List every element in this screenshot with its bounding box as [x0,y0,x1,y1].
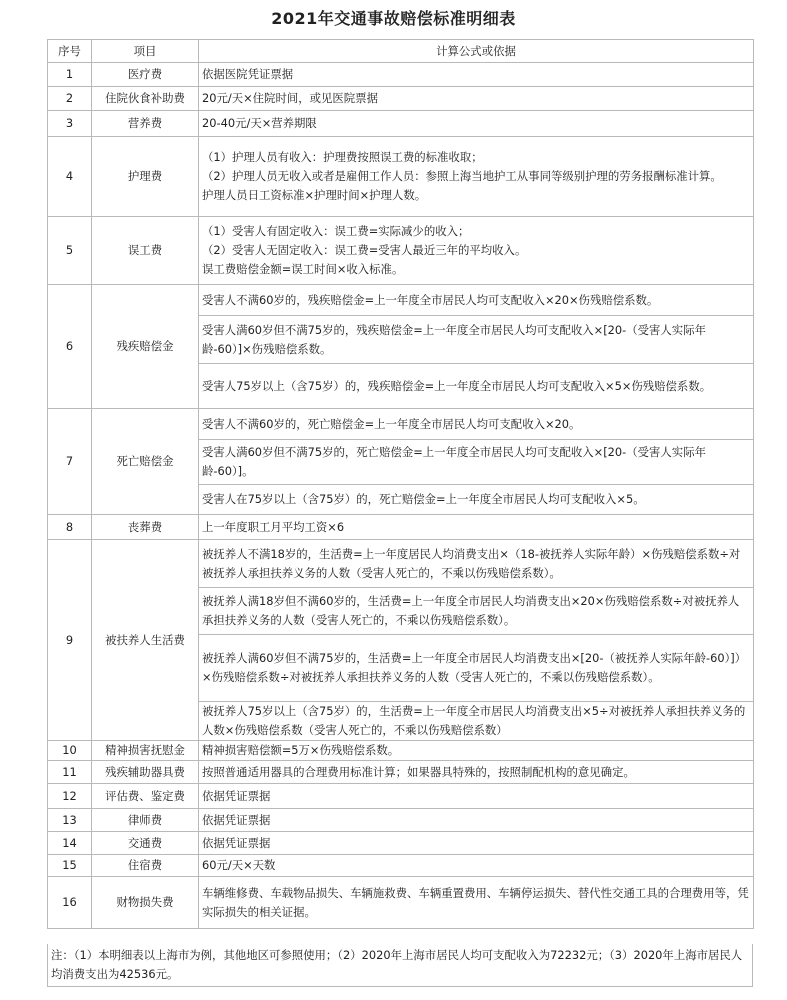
row-number: 8 [48,515,92,540]
table-row [48,87,754,111]
row-number: 2 [48,87,92,111]
table-row [48,515,754,540]
header-basis: 计算公式或依据 [199,40,754,63]
table-row [48,855,754,877]
row-item: 误工费 [92,217,199,285]
footnote: 注：（1）本明细表以上海市为例，其他地区可参照使用；（2）2020年上海市居民人均可支配收入为72232元；（3）2020年上海市居民人均消费支出为42536元。 [47,944,753,987]
row-item: 死亡赔偿金 [92,409,199,515]
row-item: 护理费 [92,137,199,217]
table-row [48,111,754,137]
basis-line: 依据凭证票据 [202,788,271,803]
row-basis [199,761,754,784]
table-row [48,137,754,217]
row-basis [199,63,754,87]
row-basis [199,809,754,832]
table-row [48,809,754,832]
header-no: 序号 [48,40,92,63]
row-basis [199,784,754,809]
row-number: 1 [48,63,92,87]
row-item: 残疾赔偿金 [92,285,199,409]
row-number: 15 [48,855,92,877]
row-basis-sub: 受害人满60岁但不满75岁的，残疾赔偿金=上一年度全市居民人均可支配收入×[20-（受害人实际年龄-60）]×伤残赔偿系数。 [199,316,754,364]
row-item: 丧葬费 [92,515,199,540]
basis-line: 按照普通适用器具的合理费用标准计算；如果器具特殊的，按照制配机构的意见确定。 [202,764,635,779]
row-basis-sub: 受害人不满60岁的，残疾赔偿金=上一年度全市居民人均可支配收入×20×伤残赔偿系数。 [199,285,754,316]
table-header-row [48,40,754,63]
row-number: 4 [48,137,92,217]
basis-line: 车辆维修费、车载物品损失、车辆施救费、车辆重置费用、车辆停运损失、替代性交通工具的合理费用等，凭实际损失的相关证据。 [202,885,749,919]
row-item: 律师费 [92,809,199,832]
row-number: 5 [48,217,92,285]
row-number: 7 [48,409,92,515]
row-item: 医疗费 [92,63,199,87]
row-basis [199,87,754,111]
basis-line: 上一年度职工月平均工资×6 [202,519,345,534]
table-row [48,63,754,87]
basis-line: 精神损害赔偿额=5万×伤残赔偿系数。 [202,743,400,757]
table-row [48,832,754,855]
page-title: 2021年交通事故赔偿标准明细表 [271,9,516,28]
row-basis [199,111,754,137]
header-item: 项目 [92,40,199,63]
basis-line: （2）受害人无固定收入：误工费=受害人最近三年的平均收入。 [202,243,527,257]
row-item: 住宿费 [92,855,199,877]
table-row [48,540,754,588]
row-basis [199,137,754,217]
row-basis-sub: 被抚养人不满18岁的，生活费=上一年度居民人均消费支出×（18-被抚养人实际年龄）×伤残赔偿系数÷对被抚养人承担扶养义务的人数（受害人死亡的，不乘以伤残赔偿系数）。 [199,540,754,588]
row-item: 财物损失费 [92,877,199,929]
row-basis [199,832,754,855]
row-number: 12 [48,784,92,809]
table-row [48,409,754,440]
table-row [48,877,754,929]
row-item: 交通费 [92,832,199,855]
table-row [48,285,754,316]
row-number: 10 [48,741,92,761]
row-number: 9 [48,540,92,741]
basis-line: （1）护理人员有收入：护理费按照误工费的标准收取； [202,150,483,164]
row-basis-sub: 被抚养人满60岁但不满75岁的，生活费=上一年度全市居民人均消费支出×[20-（被抚养人实际年龄-60）]）×伤残赔偿系数÷对被抚养人承担扶养义务的人数（受害人死亡的，不乘以伤残赔偿系数）。 [199,635,754,702]
row-number: 11 [48,761,92,784]
basis-line: 依据医院凭证票据 [202,67,294,81]
row-number: 13 [48,809,92,832]
table-row [48,784,754,809]
table-row [48,761,754,784]
row-number: 3 [48,111,92,137]
basis-line: 依据凭证票据 [202,835,271,850]
table-row [48,741,754,761]
row-number: 16 [48,877,92,929]
row-item: 评估费、鉴定费 [92,784,199,809]
row-basis [199,855,754,877]
row-number: 14 [48,832,92,855]
row-basis [199,741,754,761]
row-basis [199,217,754,285]
row-item: 精神损害抚慰金 [92,741,199,761]
basis-line: （1）受害人有固定收入：误工费=实际减少的收入； [202,224,470,238]
row-basis-sub: 受害人75岁以上（含75岁）的，残疾赔偿金=上一年度全市居民人均可支配收入×5×伤残赔偿系数。 [199,364,754,409]
table-row [48,217,754,285]
basis-line: 20-40元/天×营养期限 [202,116,317,130]
row-basis-sub: 受害人不满60岁的，死亡赔偿金=上一年度全市居民人均可支配收入×20。 [199,409,754,440]
row-basis [199,515,754,540]
row-item: 被扶养人生活费 [92,540,199,741]
row-basis-sub: 被抚养人75岁以上（含75岁）的，生活费=上一年度全市居民人均消费支出×5÷对被抚养人承担扶养义务的人数×伤残赔偿系数（受害人死亡的，不乘以伤残赔偿系数） [199,702,754,741]
row-basis-sub: 受害人在75岁以上（含75岁）的，死亡赔偿金=上一年度全市居民人均可支配收入×5。 [199,485,754,515]
basis-line: （2）护理人员无收入或者是雇佣工作人员：参照上海当地护工从事同等级别护理的劳务报酬标准计算。 [202,169,722,183]
row-basis-sub: 被抚养人满18岁但不满60岁的，生活费=上一年度全市居民人均消费支出×20×伤残赔偿系数÷对被抚养人承担扶养义务的人数（受害人死亡的，不乘以伤残赔偿系数）。 [199,588,754,635]
row-item: 营养费 [92,111,199,137]
basis-line: 20元/天×住院时间，或见医院票据 [202,91,378,105]
basis-line: 60元/天×天数 [202,858,276,872]
basis-line: 误工费赔偿金额=误工时间×收入标准。 [202,262,404,276]
row-number: 6 [48,285,92,409]
basis-line: 依据凭证票据 [202,812,271,827]
row-item: 残疾辅助器具费 [92,761,199,784]
row-basis-sub: 受害人满60岁但不满75岁的，死亡赔偿金=上一年度全市居民人均可支配收入×[20-（受害人实际年龄-60）]。 [199,440,754,485]
row-basis [199,877,754,929]
basis-line: 护理人员日工资标准×护理时间×护理人数。 [202,188,427,202]
row-item: 住院伙食补助费 [92,87,199,111]
compensation-table [47,39,754,929]
